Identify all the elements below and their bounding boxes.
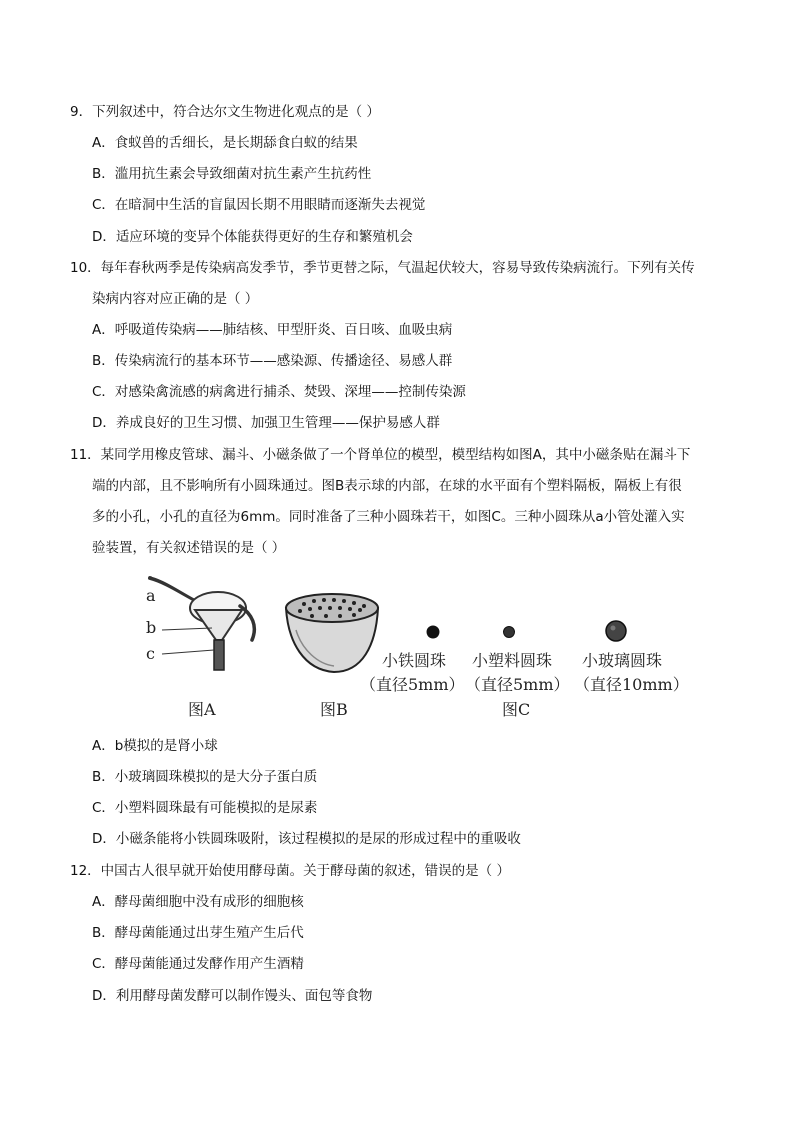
q11-option-b: B．小玻璃圆珠模拟的是大分子蛋白质	[92, 769, 318, 785]
q12-option-b: B．酵母菌能通过出芽生殖产生后代	[92, 925, 304, 941]
fig-label-b: b	[146, 618, 157, 637]
q12-option-d: D．利用酵母菌发酵可以制作馒头、面包等食物	[92, 988, 373, 1004]
bead-iron-name: 小铁圆珠	[382, 651, 447, 670]
q11-option-a: A．b模拟的是肾小球	[92, 738, 218, 754]
bead-iron-size: （直径5mm）	[360, 675, 465, 694]
q10-stem-line2: 染病内容对应正确的是（ ）	[92, 291, 259, 307]
q11-stem-line3: 多的小孔，小孔的直径为6mm。同时准备了三种小圆珠若干，如图C。三种小圆珠从a小管处灌入实	[92, 509, 685, 525]
figure-a-caption: 图A	[188, 700, 216, 719]
fig-label-c: c	[146, 644, 155, 663]
q10-option-b: B．传染病流行的基本环节——感染源、传播途径、易感人群	[92, 353, 453, 369]
bead-glass	[604, 619, 628, 643]
bead-glass-name: 小玻璃圆珠	[582, 651, 663, 670]
figure-b-caption: 图B	[320, 700, 348, 719]
bead-glass-size: （直径10mm）	[574, 675, 689, 694]
q10-option-d: D．养成良好的卫生习惯、加强卫生管理——保护易感人群	[92, 415, 440, 431]
bead-plastic-name: 小塑料圆珠	[472, 651, 553, 670]
q9-option-b: B．滥用抗生素会导致细菌对抗生素产生抗药性	[92, 166, 372, 182]
bead-plastic-size: （直径5mm）	[465, 675, 570, 694]
figure-c-caption: 图C	[502, 700, 531, 719]
q12-stem: 12．中国古人很早就开始使用酵母菌。关于酵母菌的叙述，错误的是（ ）	[70, 863, 510, 879]
figure-b-ball-interior	[282, 590, 382, 676]
q12-option-c: C．酵母菌能通过发酵作用产生酒精	[92, 956, 304, 972]
fig-label-a: a	[146, 586, 156, 605]
q9-option-a: A．食蚁兽的舌细长，是长期舔食白蚁的结果	[92, 135, 358, 151]
q9-option-d: D．适应环境的变异个体能获得更好的生存和繁殖机会	[92, 229, 413, 245]
q11-stem-line4: 验装置，有关叙述错误的是（ ）	[92, 540, 286, 556]
bead-plastic	[502, 625, 516, 639]
q11-option-d: D．小磁条能将小铁圆珠吸附，该过程模拟的是尿的形成过程中的重吸收	[92, 831, 521, 847]
q9-option-c: C．在暗洞中生活的盲鼠因长期不用眼睛而逐渐失去视觉	[92, 197, 426, 213]
q10-stem-line1: 10．每年春秋两季是传染病高发季节，季节更替之际，气温起伏较大，容易导致传染病流行。下列有关传	[70, 260, 695, 276]
q11-stem-line2: 端的内部，且不影响所有小圆珠通过。图B表示球的内部，在球的水平面有个塑料隔板，隔板上有很	[92, 478, 682, 494]
figure-a-funnel-model	[140, 570, 270, 680]
q9-stem: 9．下列叙述中，符合达尔文生物进化观点的是（ ）	[70, 104, 380, 120]
q11-stem-line1: 11．某同学用橡皮管球、漏斗、小磁条做了一个肾单位的模型，模型结构如图A，其中小磁条贴在漏斗下	[70, 447, 691, 463]
bead-iron	[425, 624, 441, 640]
q12-option-a: A．酵母菌细胞中没有成形的细胞核	[92, 894, 304, 910]
q10-option-c: C．对感染禽流感的病禽进行捕杀、焚毁、深埋——控制传染源	[92, 384, 466, 400]
q10-option-a: A．呼吸道传染病——肺结核、甲型肝炎、百日咳、血吸虫病	[92, 322, 453, 338]
q11-option-c: C．小塑料圆珠最有可能模拟的是尿素	[92, 800, 318, 816]
